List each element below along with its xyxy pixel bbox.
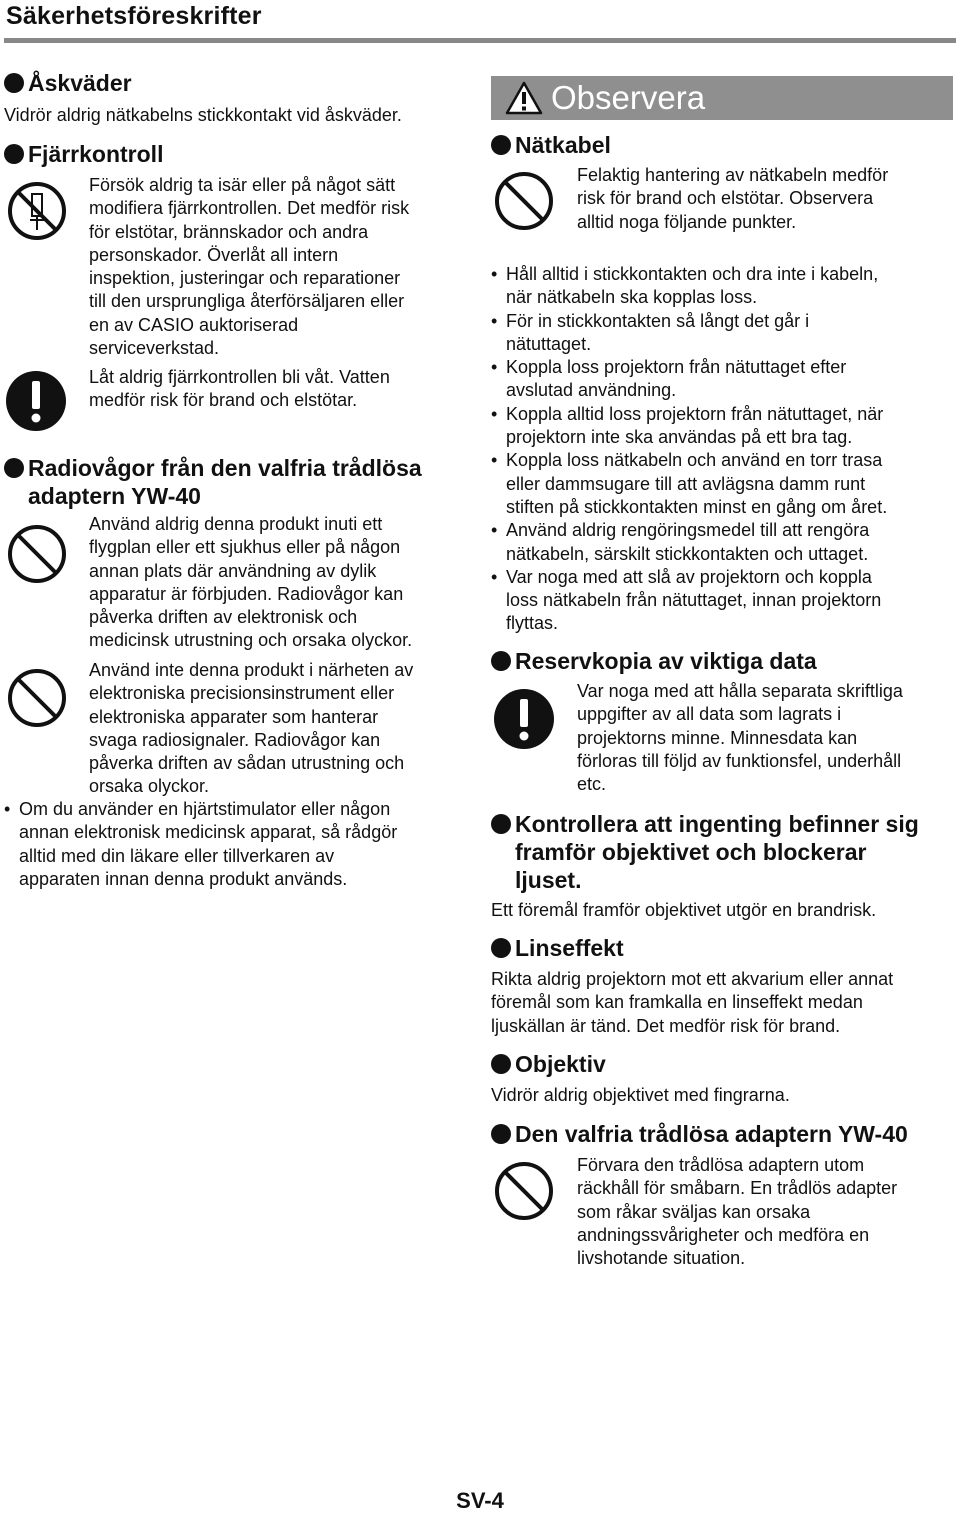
text-line: annan plats där användning av dylik — [89, 560, 377, 581]
heading-line: framför objektivet och blockerar — [515, 839, 867, 865]
bullet-dot — [491, 651, 511, 671]
text-line: alltid noga följande punkter. — [577, 211, 797, 232]
radio-bullet — [4, 798, 397, 891]
text-line: eller dammsugare till att avlägsna damm runt — [506, 473, 866, 494]
objektiv-text: Vidrör aldrig objektivet med fingrarna. — [491, 1085, 790, 1105]
text-line: elektroniska apparater som hanterar — [89, 706, 379, 727]
bullet-item — [491, 403, 887, 450]
bullet-mark: • — [491, 566, 498, 587]
radio-text2 — [89, 659, 413, 799]
reservkopia-text — [577, 680, 903, 796]
prohibition-icon — [6, 523, 68, 585]
heading-line: ljuset. — [515, 867, 582, 893]
text-line: Om du använder en hjärtstimulator eller någon — [19, 799, 391, 819]
fjarrkontroll-text2 — [89, 366, 390, 413]
text-line: elektroniska precisionsinstrument eller — [89, 683, 395, 704]
text-line: avslutad användning. — [506, 380, 677, 401]
bullet-text — [506, 310, 809, 357]
observera-banner — [491, 76, 953, 120]
bullet-dot — [491, 1054, 511, 1074]
bullet-item — [491, 310, 887, 357]
text-line: projektorn inte ska användas på ett bra tag. — [506, 427, 853, 448]
warning-triangle-icon — [505, 81, 543, 115]
text-line: apparatur är förbjuden. Radiovågor kan — [89, 583, 404, 604]
text-line: serviceverkstad. — [89, 338, 220, 359]
text-line: loss nätkabeln från nätuttaget, innan projektorn — [506, 590, 882, 611]
heading-line: Kontrollera att ingenting befinner sig — [515, 811, 919, 837]
bullet-text — [506, 403, 883, 450]
text-line: andningssvårigheter och medföra en — [577, 1224, 870, 1245]
text-line: Koppla loss projektorn från nätuttaget efter — [506, 357, 847, 378]
bullet-text — [506, 263, 878, 310]
bullet-dot — [4, 144, 24, 164]
bullet-dot — [4, 73, 24, 93]
heading-text: Fjärrkontroll — [28, 141, 164, 167]
bullet-dot — [4, 458, 24, 478]
text-line: För in stickkontakten så långt det går i — [506, 310, 810, 331]
bullet-mark: • — [491, 357, 498, 378]
text-line: när nätkabeln ska kopplas loss. — [506, 287, 758, 308]
radio-text1 — [89, 513, 412, 653]
heading-text: Reservkopia av viktiga data — [515, 648, 817, 674]
text-line: annan elektronisk medicinsk apparat, så rådgör — [19, 822, 398, 843]
text-line: etc. — [577, 774, 607, 795]
text-line: Var noga med att hålla separata skriftliga — [577, 681, 903, 701]
heading-fjarrkontroll — [4, 140, 163, 168]
page-number: SV-4 — [456, 1488, 504, 1513]
text-line: till den ursprungliga återförsäljaren eller — [89, 291, 405, 312]
bullet-dot — [491, 814, 511, 834]
text-line: Låt aldrig fjärrkontrollen bli våt. Vatten — [89, 367, 390, 387]
text-line: Koppla loss nätkabeln och använd en torr trasa — [506, 450, 883, 471]
title-rule — [4, 38, 956, 43]
bullet-dot — [491, 135, 511, 155]
text-line: Felaktig hantering av nätkabeln medför — [577, 165, 889, 185]
text-line: Koppla alltid loss projektorn från nätuttaget, när — [506, 403, 884, 424]
text-line: Använd aldrig rengöringsmedel till att rengöra — [506, 520, 870, 541]
prohibition-icon — [493, 1160, 555, 1222]
text-line: medför risk för brand och elstötar. — [89, 390, 358, 411]
text-line: Försök aldrig ta isär eller på något sätt — [89, 175, 396, 195]
heading-linseffekt — [491, 934, 624, 962]
text-line: en av CASIO auktoriserad — [89, 314, 299, 335]
bullet-mark: • — [491, 520, 498, 541]
bullet-text — [19, 798, 397, 891]
heading-text: Åskväder — [28, 70, 132, 96]
page-title: Säkerhetsföreskrifter — [6, 2, 262, 30]
text-line: nätuttaget. — [506, 333, 592, 354]
heading-reservkopia — [491, 647, 817, 675]
heading-text: Nätkabel — [515, 132, 611, 158]
heading-objektiv — [491, 1050, 606, 1078]
bullet-text — [506, 449, 887, 519]
text-line: för elstötar, brännskador och andra — [89, 221, 369, 242]
text-line: räckhåll för småbarn. En trådlös adapter — [577, 1178, 898, 1199]
heading-text — [515, 810, 919, 894]
fjarrkontroll-text1 — [89, 174, 409, 360]
text-line: svaga radiosignaler. Radiovågor kan — [89, 729, 381, 750]
text-line: Använd aldrig denna produkt inuti ett — [89, 514, 383, 534]
mandatory-icon — [493, 688, 555, 750]
heading-text: Linseffekt — [515, 935, 624, 961]
text-line: alltid med din läkare eller tillverkaren av — [19, 845, 335, 866]
bullet-item — [491, 519, 887, 566]
text-line: livshotande situation. — [577, 1248, 746, 1269]
heading-text: Den valfria trådlösa adaptern YW-40 — [515, 1121, 908, 1147]
text-line: orsaka olyckor. — [89, 776, 210, 797]
adapter-text — [577, 1154, 897, 1270]
text-line: som råkar sväljas kan orsaka — [577, 1201, 811, 1222]
text-line: påverka driften av sådan utrustning och — [89, 753, 405, 774]
text-line: medicinsk utrustning och orsaka olyckor. — [89, 630, 413, 651]
text-line: stiften på stickkontakten minst en gång om året. — [506, 496, 888, 517]
bullet-dot — [491, 938, 511, 958]
text-line: Förvara den trådlösa adaptern utom — [577, 1155, 865, 1175]
heading-askvader — [4, 69, 132, 97]
text-line: föremål som kan framkalla en linseffekt medan — [491, 992, 863, 1013]
text-line: flyttas. — [506, 613, 559, 634]
bullet-text — [506, 566, 881, 636]
text-line: flygplan eller ett sjukhus eller på någon — [89, 537, 401, 558]
bullet-item — [491, 356, 887, 403]
no-disassembly-icon — [6, 180, 68, 242]
heading-text: Objektiv — [515, 1051, 606, 1077]
bullet-mark: • — [491, 450, 498, 471]
text-line: Rikta aldrig projektorn mot ett akvarium eller annat — [491, 969, 894, 989]
text-line: Använd inte denna produkt i närheten av — [89, 660, 414, 680]
text-line: projektorns minne. Minnesdata kan — [577, 727, 858, 748]
bullet-item — [491, 263, 887, 310]
prohibition-icon — [6, 667, 68, 729]
heading-kontrollera — [491, 810, 919, 894]
bullet-mark: • — [491, 403, 498, 424]
text-line: förloras till följd av funktionsfel, underhåll — [577, 750, 902, 771]
text-line: Var noga med att slå av projektorn och koppla — [506, 566, 872, 587]
text-line: nätkabeln, särskilt stickkontakten och uttaget. — [506, 543, 869, 564]
heading-radio — [4, 454, 422, 510]
bullet-mark: • — [491, 310, 498, 331]
bullet-item — [491, 566, 887, 636]
text-line: Håll alltid i stickkontakten och dra inte i kabeln, — [506, 264, 879, 284]
heading-natkabel — [491, 131, 611, 159]
heading-line: Radiovågor från den valfria trådlösa — [28, 455, 422, 481]
text-line: påverka driften av elektronisk och — [89, 607, 358, 628]
bullet-mark: • — [4, 799, 11, 819]
linseffekt-text — [491, 968, 893, 1038]
text-line: personskador. Överlåt all intern — [89, 244, 339, 265]
heading-adapter — [491, 1120, 908, 1148]
natkabel-intro — [577, 164, 888, 234]
text-line: risk för brand och elstötar. Observera — [577, 188, 874, 209]
natkabel-bullets — [491, 263, 887, 636]
text-line: inspektion, justeringar och reparationer — [89, 268, 401, 289]
askvader-text: Vidrör aldrig nätkabelns stickkontakt vid åskväder. — [4, 105, 402, 125]
kontrollera-text: Ett föremål framför objektivet utgör en brandrisk. — [491, 900, 877, 920]
prohibition-icon — [493, 170, 555, 232]
mandatory-icon — [5, 370, 67, 432]
banner-text: Observera — [551, 79, 706, 116]
bullet-dot — [491, 1124, 511, 1144]
text-line: apparaten innan denna produkt används. — [19, 868, 348, 889]
text-line: modifiera fjärrkontrollen. Det medför risk — [89, 198, 410, 219]
text-line: ljuskällan är tänd. Det medför risk för brand. — [491, 1015, 841, 1036]
bullet-text — [506, 356, 846, 403]
bullet-item — [491, 449, 887, 519]
bullet-text — [506, 519, 869, 566]
text-line: uppgifter av all data som lagrats i — [577, 704, 842, 725]
heading-line: adaptern YW-40 — [28, 483, 201, 509]
heading-text — [28, 454, 422, 510]
bullet-mark: • — [491, 264, 498, 284]
